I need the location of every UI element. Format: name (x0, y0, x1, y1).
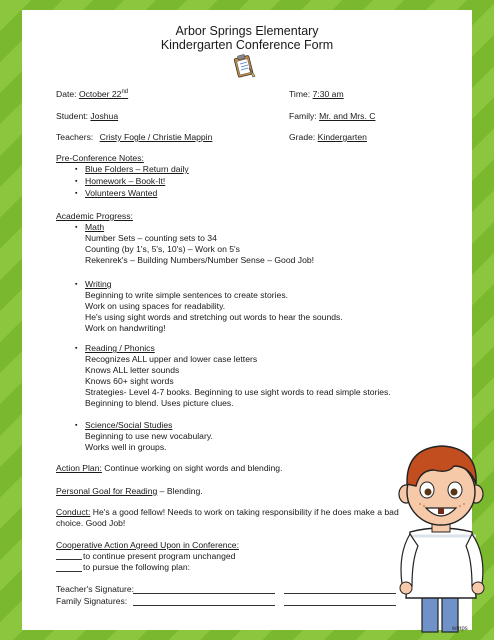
math-line: Counting (by 1's, 5's, 10's) – Work on 5's (85, 244, 240, 254)
school-name: Arbor Springs Elementary (175, 24, 319, 38)
conduct-label: Conduct: (56, 507, 91, 517)
family-label: Family: (289, 111, 317, 121)
cooperative-option-2: to pursue the following plan: (83, 562, 191, 572)
form-title: Kindergarten Conference Form (160, 38, 334, 52)
pre-note-item: Blue Folders – Return daily (85, 164, 189, 174)
science-line: Works well in groups. (85, 442, 167, 452)
conduct-text-cont: choice. Good Job! (56, 518, 126, 528)
math-line: Number Sets – counting sets to 34 (85, 233, 217, 243)
pre-conference-heading: Pre-Conference Notes: (56, 153, 144, 163)
family-signature-label: Family Signatures: (56, 596, 128, 606)
date-value: October 22nd (78, 89, 129, 99)
option2-blank[interactable] (56, 571, 82, 572)
personal-goal-text: – Blending. (157, 486, 203, 496)
reading-line: Knows ALL letter sounds (85, 365, 180, 375)
teachers-label: Teachers: (56, 132, 94, 142)
teachers-value: Cristy Fogle / Christie Mappin (99, 132, 213, 142)
date-row (56, 89, 128, 100)
family-signature-line-1[interactable] (133, 605, 275, 606)
action-plan-label: Action Plan: (56, 463, 102, 473)
pre-note-item: Volunteers Wanted (85, 188, 158, 198)
reading-line: Beginning to blend. Uses picture clues. (85, 398, 234, 408)
academic-heading: Academic Progress: (56, 211, 133, 221)
reading-line: Recognizes ALL upper and lower case letters (85, 354, 258, 364)
grade-value: Kindergarten (317, 132, 367, 142)
writing-title: Writing (85, 279, 112, 289)
bullet-icon: ▪ (75, 178, 78, 185)
personal-goal-label: Personal Goal for Reading (56, 486, 158, 496)
credit-text: wmps (452, 626, 468, 632)
teacher-signature-line-1[interactable] (133, 593, 275, 594)
science-title: Science/Social Studies (85, 420, 173, 430)
reading-title: Reading / Phonics (85, 343, 155, 353)
time-label: Time: (289, 89, 311, 99)
writing-line: Work on handwriting! (85, 323, 166, 333)
bullet-icon: ▪ (75, 166, 78, 173)
family-signature-line-2[interactable] (284, 605, 396, 606)
grade-label: Grade: (289, 132, 316, 142)
reading-line: Knows 60+ sight words (85, 376, 174, 386)
bullet-icon: ▪ (75, 422, 78, 429)
cooperative-option-1: to continue present program unchanged (83, 551, 236, 561)
teacher-signature-label: Teacher's Signature: (56, 584, 135, 594)
time-value: 7:30 am (312, 89, 344, 99)
reading-line: Strategies- Level 4-7 books. Beginning to use sight words to read simple stories. (85, 387, 391, 397)
bullet-icon: ▪ (75, 190, 78, 197)
cooperative-heading: Cooperative Action Agreed Upon in Conference: (56, 540, 239, 550)
student-label: Student: (56, 111, 89, 121)
option1-blank[interactable] (56, 559, 82, 560)
teacher-signature-line-2[interactable] (284, 593, 396, 594)
pre-note-item: Homework – Book-It! (85, 176, 166, 186)
math-title: Math (85, 222, 105, 232)
math-line: Rekenrek's – Building Numbers/Number Sense – Good Job! (85, 255, 315, 265)
action-plan-row (56, 463, 282, 474)
writing-line: Beginning to write simple sentences to create stories. (85, 290, 289, 300)
bullet-icon: ▪ (75, 224, 78, 231)
conduct-row (56, 507, 399, 518)
writing-line: Work on using spaces for readability. (85, 301, 226, 311)
bullet-icon: ▪ (75, 281, 78, 288)
personal-goal-row (56, 486, 203, 497)
family-value: Mr. and Mrs. C (319, 111, 376, 121)
family-row (289, 111, 375, 122)
grade-row (289, 132, 367, 143)
action-plan-text: Continue working on sight words and blending. (101, 463, 283, 473)
teachers-row (56, 132, 212, 143)
writing-line: He's using sight words and stretching out words to hear the sounds. (85, 312, 343, 322)
science-line: Beginning to use new vocabulary. (85, 431, 213, 441)
conduct-text: He's a good fellow! Needs to work on taking responsibility if he does make a bad (90, 507, 399, 517)
student-value: Joshua (90, 111, 119, 121)
clipboard-icon (230, 52, 258, 80)
boy-clipart-icon (390, 436, 492, 636)
bullet-icon: ▪ (75, 345, 78, 352)
date-label: Date: (56, 89, 77, 99)
student-row (56, 111, 118, 122)
time-row (289, 89, 344, 100)
